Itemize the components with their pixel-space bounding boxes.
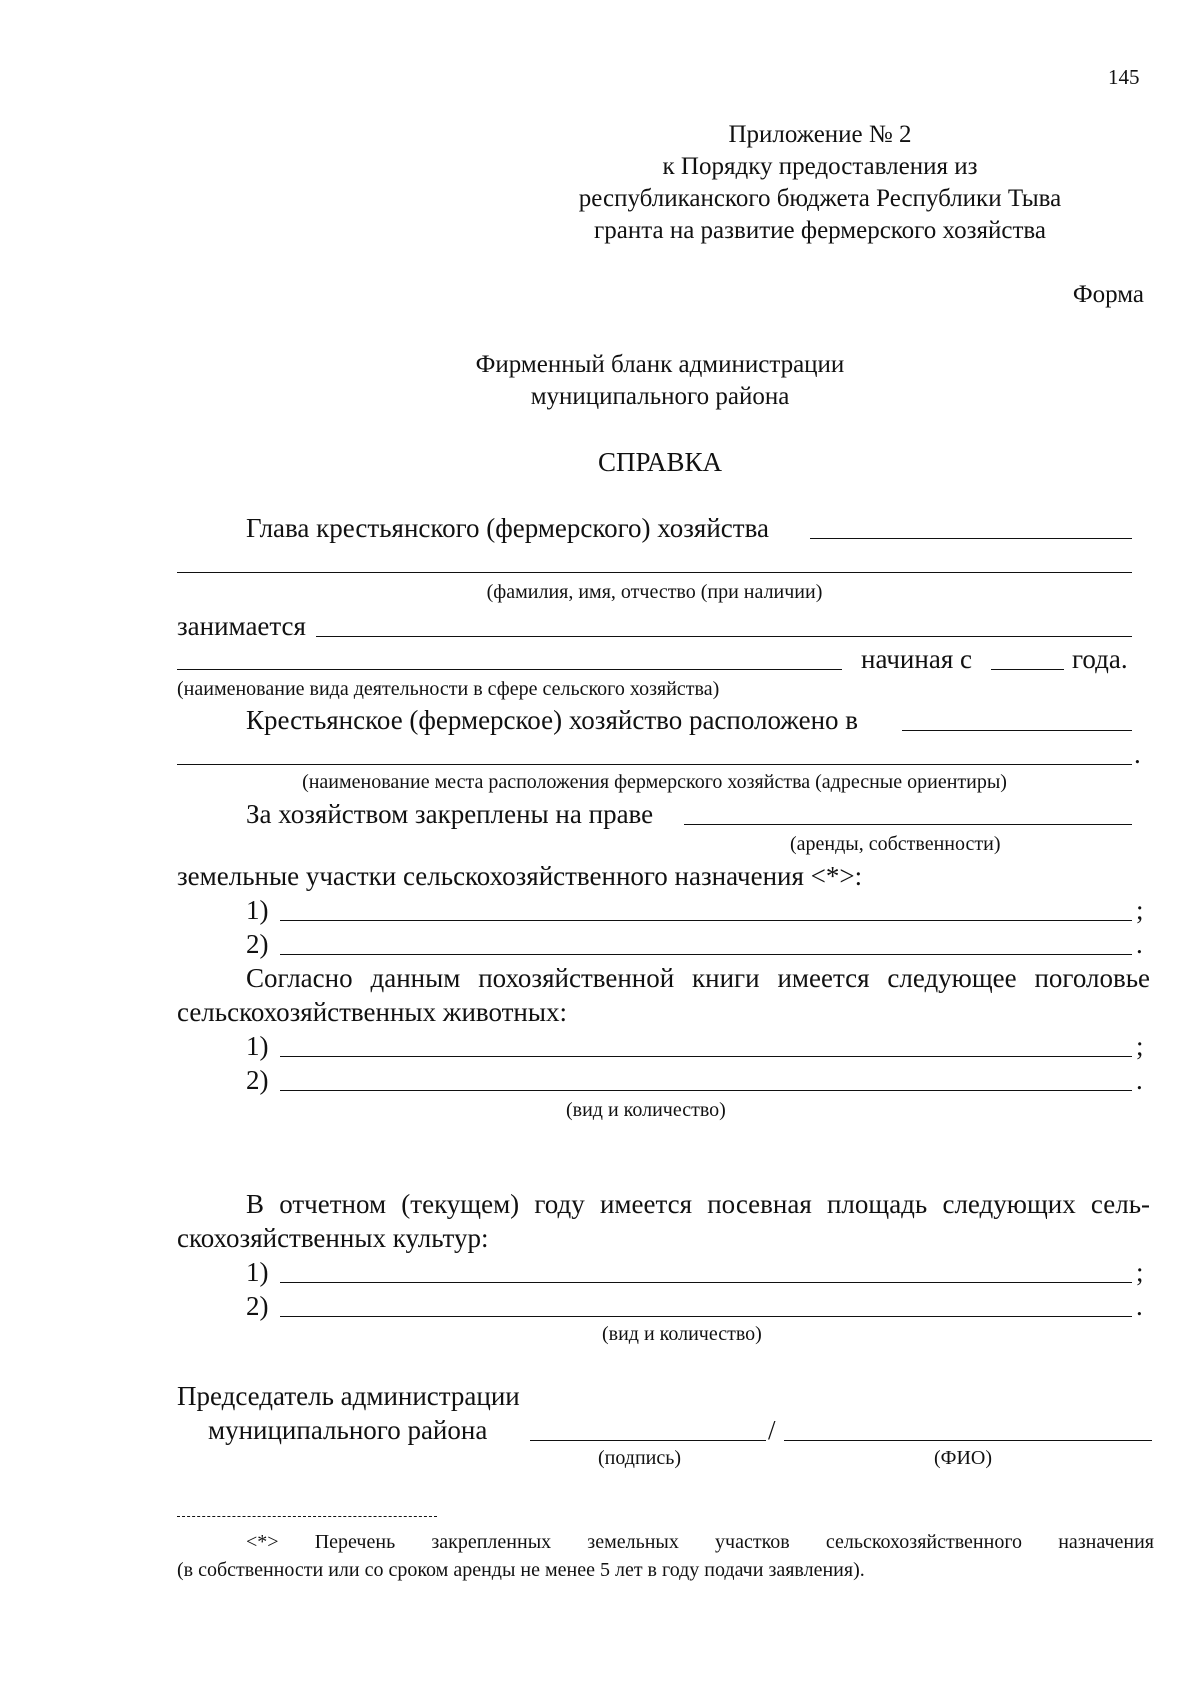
appendix-line4: гранта на развитие фермерского хозяйства [594,217,1046,244]
crops-item1-number: 1) [246,1257,269,1287]
livestock-line1: Согласно данным похозяйственной книги имеется следующее поголовье [246,963,1150,993]
signature-field[interactable] [530,1440,766,1441]
crops-line1: В отчетном (текущем) году имеется посевная площадь следующих сель- [246,1189,1150,1219]
livestock-line2: сельскохозяйственных животных: [177,997,567,1027]
hint-name: (ФИО) [934,1447,993,1469]
livestock-item2-period: . [1136,1065,1143,1095]
livestock-item1-number: 1) [246,1031,269,1061]
hint-livestock-kind: (вид и количество) [566,1099,726,1121]
hint-fio: (фамилия, имя, отчество (при наличии) [486,581,823,603]
land-label: земельные участки сельскохозяйственного назначения <*>: [177,861,863,891]
head-name-field-line2[interactable] [177,572,1132,573]
engaged-label: занимается [177,611,306,641]
hint-right: (аренды, собственности) [790,833,1001,855]
crops-item1-field[interactable] [280,1282,1132,1283]
since-label: начиная с [861,644,972,674]
footnote-line2: (в собственности или со сроком аренды не менее 5 лет в году подачи заявления). [177,1559,865,1581]
land-item1-field[interactable] [280,920,1132,921]
signature-slash: / [768,1415,776,1445]
livestock-item1-semicolon: ; [1136,1031,1144,1061]
land-item2-period: . [1136,929,1143,959]
crops-item2-period: . [1136,1291,1143,1321]
head-name-field[interactable] [810,538,1132,539]
chairman-line2: муниципального района [208,1415,488,1445]
crops-item2-field[interactable] [280,1316,1132,1317]
document-title: СПРАВКА [597,447,723,477]
footnote-line1: <*> Перечень закрепленных земельных участков сельскохозяйственного назначения [246,1531,1154,1553]
land-item1-semicolon: ; [1136,895,1144,925]
appendix-line2: к Порядку предоставления из [662,153,978,180]
location-field-line2[interactable] [177,764,1132,765]
letterhead-line2: муниципального района [530,383,790,410]
crops-item1-semicolon: ; [1136,1257,1144,1287]
hint-activity: (наименование вида деятельности в сфере сельского хозяйства) [177,678,720,700]
head-label: Глава крестьянского (фермерского) хозяйства [246,513,769,543]
crops-line2: скохозяйственных культур: [177,1223,489,1253]
appendix-number: Приложение № 2 [728,121,912,148]
form-label: Форма [1072,281,1144,308]
activity-field-line2[interactable] [177,669,842,670]
page-number: 145 [1108,65,1140,89]
land-item2-number: 2) [246,929,269,959]
location-field[interactable] [902,730,1132,731]
crops-item2-number: 2) [246,1291,269,1321]
hint-crops-kind: (вид и количество) [602,1323,762,1345]
year-label: года. [1072,644,1128,674]
footnote-separator [177,1516,437,1517]
letterhead-line1: Фирменный бланк администрации [475,351,845,378]
right-label: За хозяйством закреплены на праве [246,799,654,829]
livestock-item2-number: 2) [246,1065,269,1095]
since-year-field[interactable] [991,669,1064,670]
location-period: . [1134,739,1141,769]
chairman-name-field[interactable] [784,1440,1152,1441]
activity-field[interactable] [316,636,1132,637]
location-label: Крестьянское (фермерское) хозяйство расположено в [246,705,859,735]
livestock-item1-field[interactable] [280,1056,1132,1057]
hint-signature: (подпись) [598,1447,682,1469]
land-item2-field[interactable] [280,954,1132,955]
livestock-item2-field[interactable] [280,1090,1132,1091]
appendix-line3: республиканского бюджета Республики Тыва [578,185,1062,212]
land-item1-number: 1) [246,895,269,925]
hint-location: (наименование места расположения фермерского хозяйства (адресные ориентиры) [302,771,1007,793]
right-type-field[interactable] [684,824,1132,825]
chairman-line1: Председатель администрации [177,1381,520,1411]
